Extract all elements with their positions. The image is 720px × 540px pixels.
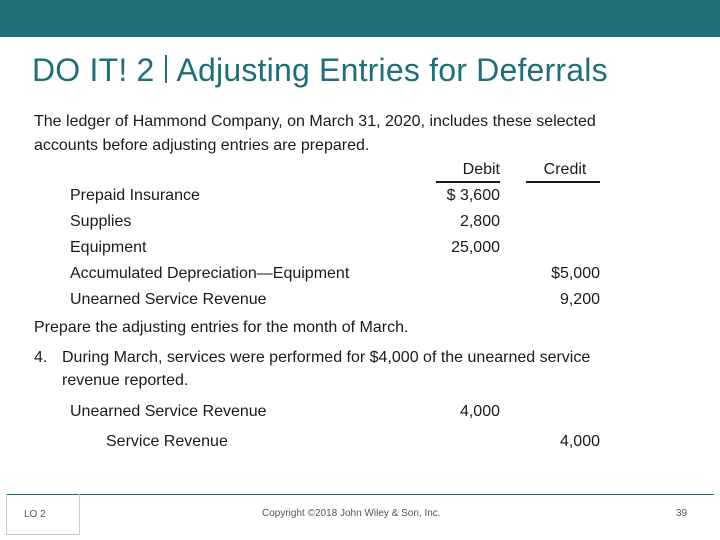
question-line-1: During March, services were performed for $4,000 of the unearned service [62,349,591,366]
slide-title [32,52,608,89]
credit-header-underline [526,162,600,183]
ledger-credit: $5,000 [551,265,600,282]
title-prefix: DO IT! 2 [32,52,155,88]
title-main: Adjusting Entries for Deferrals [176,52,608,88]
instructions-text: Prepare the adjusting entries for the month of March. [34,319,409,336]
ledger-debit: 2,800 [459,213,500,230]
intro-line-2: accounts before adjusting entries are prepared. [34,137,370,154]
debit-header-underline [436,162,500,183]
page-number: 39 [676,508,688,519]
debit-column-header: Debit [462,161,500,178]
credit-column-header: Credit [543,161,587,178]
ledger-debit: $ 3,600 [446,187,500,204]
ledger-account: Prepaid Insurance [70,187,200,204]
ledger-account: Supplies [70,213,132,230]
intro-line-1: The ledger of Hammond Company, on March 31, 2020, includes these selected [34,113,596,130]
header-bar [0,0,720,37]
question-number: 4. [34,349,48,366]
ledger-account: Accumulated Depreciation—Equipment [70,265,350,282]
question-line-2: revenue reported. [62,372,189,389]
ledger-account: Equipment [70,239,147,256]
entry-debit-account: Unearned Service Revenue [70,403,267,420]
ledger-debit: 25,000 [451,239,500,256]
ledger-credit: 9,200 [559,291,600,308]
entry-credit-account: Service Revenue [106,433,228,450]
ledger-account: Unearned Service Revenue [70,291,267,308]
copyright-text: Copyright ©2018 John Wiley & Son, Inc. [262,508,441,519]
title-separator [165,55,167,83]
entry-debit-amount: 4,000 [459,403,500,420]
learning-objective-label: LO 2 [24,509,46,520]
entry-credit-amount: 4,000 [559,433,600,450]
footer-rule [6,494,714,495]
